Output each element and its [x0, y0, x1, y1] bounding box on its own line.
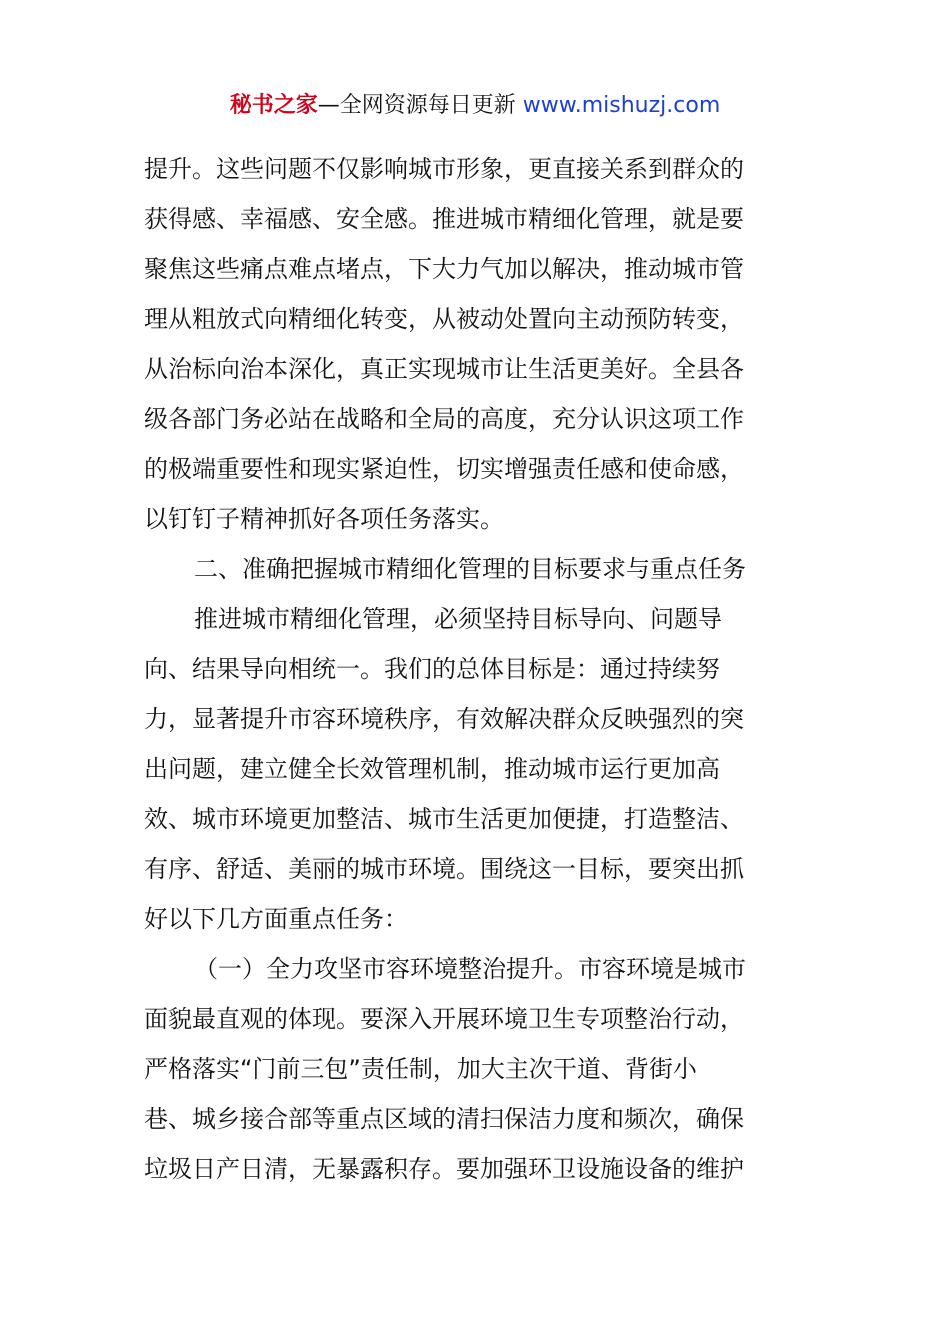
- text-line: 巷、城乡接合部等重点区域的清扫保洁力度和频次，确保: [144, 1105, 744, 1133]
- text-line: 面貌最直观的体现。要深入开展环境卫生专项整治行动，: [144, 1005, 744, 1033]
- text-line: 好以下几方面重点任务：: [144, 905, 408, 933]
- page-header: [0, 86, 950, 126]
- text-line: 的极端重要性和现实紧迫性，切实增强责任感和使命感，: [144, 455, 744, 483]
- text-line: 力，显著提升市容环境秩序，有效解决群众反映强烈的突: [144, 705, 744, 733]
- text-line: 严格落实“门前三包”责任制，加大主次干道、背街小: [144, 1055, 697, 1083]
- text-line: 级各部门务必站在战略和全局的高度，充分认识这项工作: [144, 405, 744, 433]
- text-line: 垃圾日产日清，无暴露积存。要加强环卫设施设备的维护: [144, 1155, 744, 1183]
- site-url[interactable]: www.mishuzj.com: [522, 93, 721, 118]
- text-line: 效、城市环境更加整洁、城市生活更加便捷，打造整洁、: [144, 805, 744, 833]
- section-heading: 二、准确把握城市精细化管理的目标要求与重点任务: [194, 555, 746, 583]
- text-line: 向、结果导向相统一。我们的总体目标是：通过持续努: [144, 655, 720, 683]
- text-line: 获得感、幸福感、安全感。推进城市精细化管理，就是要: [144, 205, 744, 233]
- text-line: 有序、舒适、美丽的城市环境。围绕这一目标，要突出抓: [144, 855, 744, 883]
- text-line: 提升。这些问题不仅影响城市形象，更直接关系到群众的: [144, 155, 744, 183]
- site-tagline: —全网资源每日更新: [317, 93, 523, 118]
- paragraph-start: 推进城市精细化管理，必须坚持目标导向、问题导: [194, 605, 722, 633]
- site-brand: 秘书之家: [229, 93, 318, 118]
- text-line: 理从粗放式向精细化转变，从被动处置向主动预防转变，: [144, 305, 744, 333]
- text-line: 聚焦这些痛点难点堵点，下大力气加以解决，推动城市管: [144, 255, 744, 283]
- text-line: 从治标向治本深化，真正实现城市让生活更美好。全县各: [144, 355, 744, 383]
- text-line: 以钉钉子精神抓好各项任务落实。: [144, 505, 504, 533]
- document-body: [144, 144, 808, 1194]
- text-line: 出问题，建立健全长效管理机制，推动城市运行更加高: [144, 755, 720, 783]
- subsection-start: （一）全力攻坚市容环境整治提升。市容环境是城市: [194, 955, 746, 983]
